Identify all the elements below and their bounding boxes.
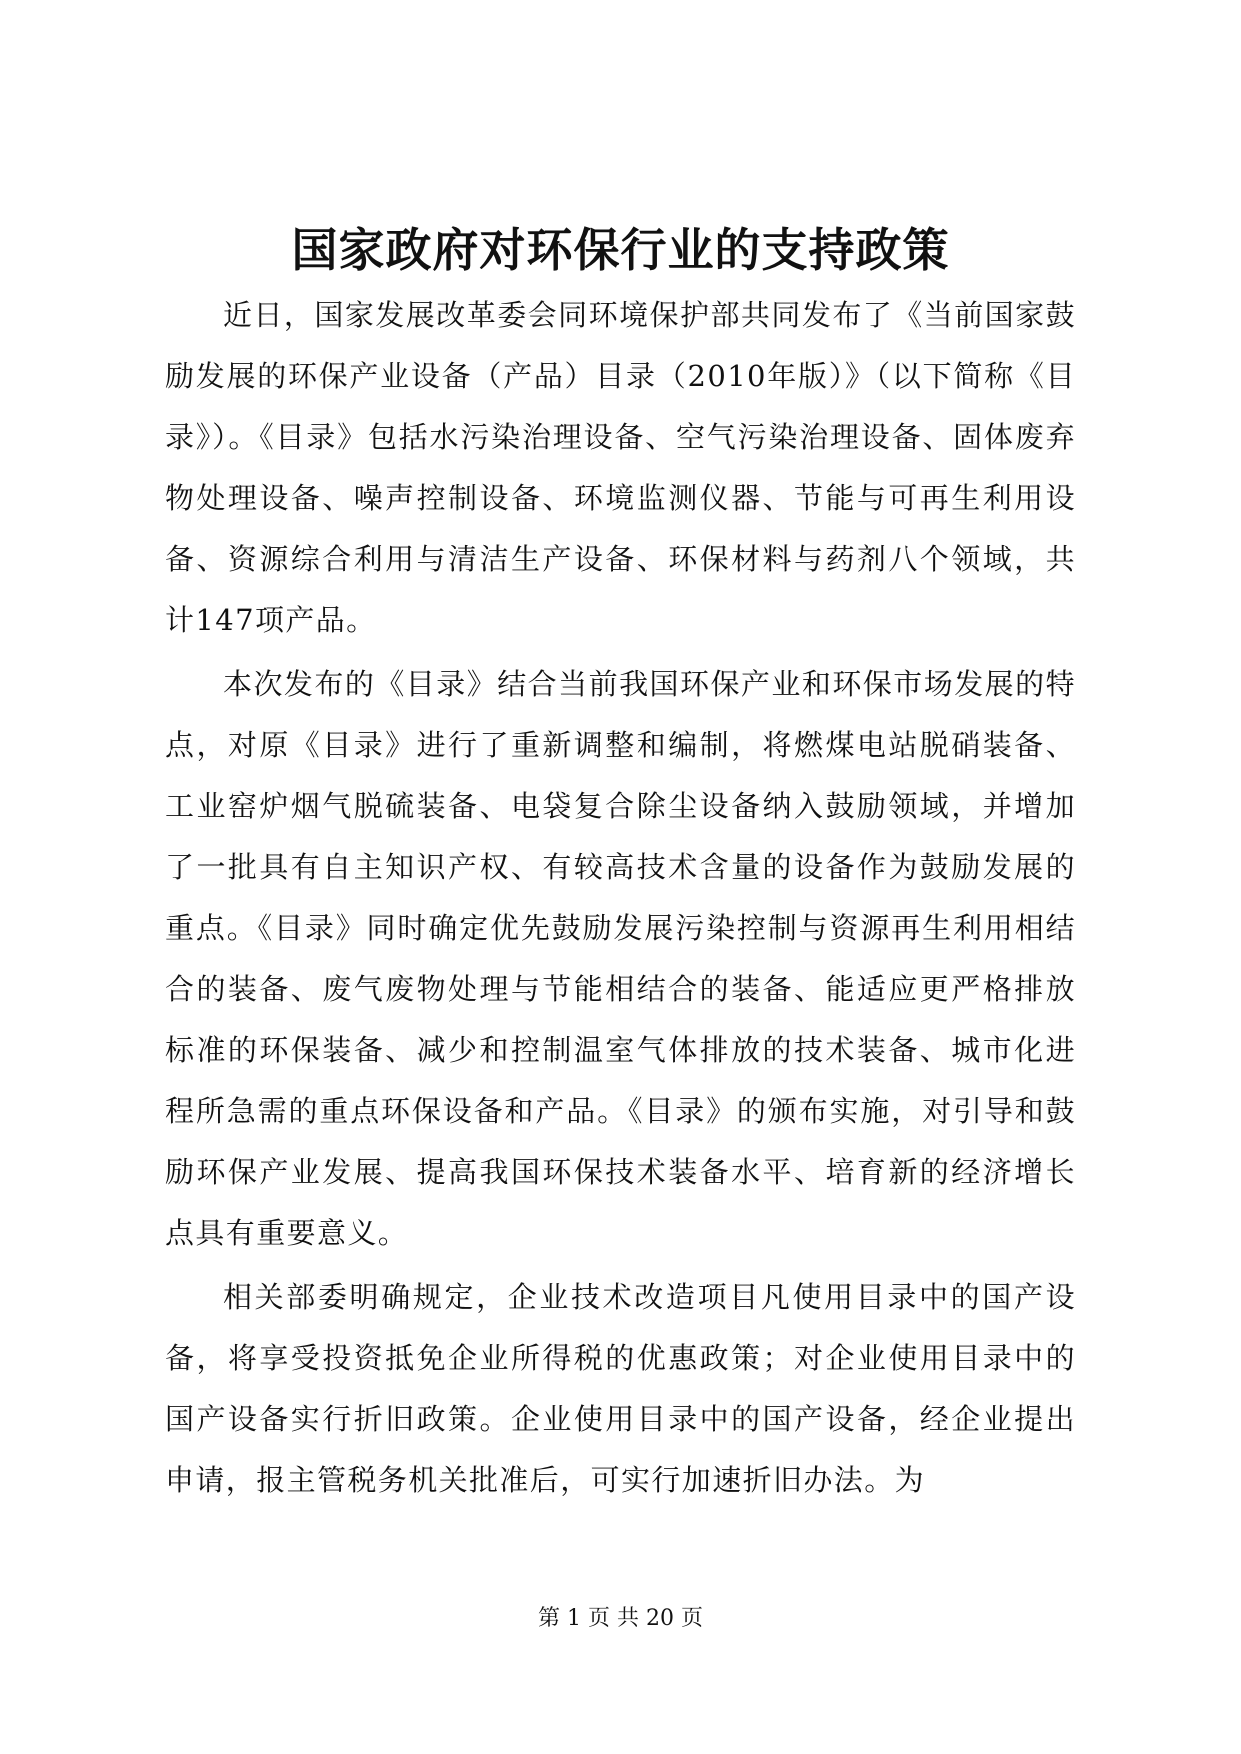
paragraph-2: 本次发布的《目录》结合当前我国环保产业和环保市场发展的特点，对原《目录》进行了重新调整和编制，将燃煤电站脱硝装备、工业窑炉烟气脱硫装备、电袋复合除尘设备纳入鼓励领域，并增加了一批具有自主知识产权、有较高技术含量的设备作为鼓励发展的重点。《目录》同时确定优先鼓励发展污染控制与资源再生利用相结合的装备、废气废物处理与节能相结合的装备、能适应更严格排放标准的环保装备、减少和控制温室气体排放的技术装备、城市化进程所急需的重点环保设备和产品。《目录》的颁布实施，对引导和鼓励环保产业发展、提高我国环保技术装备水平、培育新的经济增长点具有重要意义。 <box>165 667 1076 1250</box>
page-number-footer: 第 1 页 共 20 页 <box>538 1606 703 1631</box>
paragraph-1: 近日，国家发展改革委会同环境保护部共同发布了《当前国家鼓励发展的环保产业设备（产品）目录（2010年版）》（以下简称《目录》）。《目录》包括水污染治理设备、空气污染治理设备、固体废弃物处理设备、噪声控制设备、环境监测仪器、节能与可再生利用设备、资源综合利用与清洁生产设备、环保材料与药剂八个领域，共计147项产品。 <box>165 298 1076 637</box>
document-title: 国家政府对环保行业的支持政策 <box>291 223 950 277</box>
paragraph-3: 相关部委明确规定，企业技术改造项目凡使用目录中的国产设备，将享受投资抵免企业所得税的优惠政策；对企业使用目录中的国产设备实行折旧政策。企业使用目录中的国产设备，经企业提出申请，报主管税务机关批准后，可实行加速折旧办法。为 <box>165 1280 1076 1497</box>
document-body <box>165 285 1076 1511</box>
